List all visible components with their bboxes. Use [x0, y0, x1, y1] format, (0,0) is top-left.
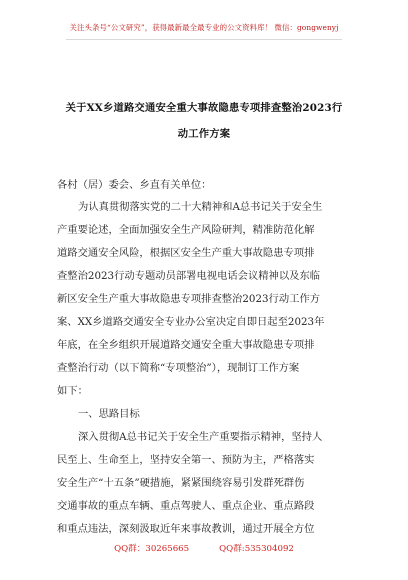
document-title-line-2: 动工作方案: [177, 128, 231, 140]
paragraph-line: 和重点违法，深刻汲取近年来事故教训，通过开展全方位: [57, 523, 315, 535]
salutation: 各村（居）委会、乡直有关单位：: [57, 179, 212, 191]
footer-qq-group-2: QQ群:535304092: [219, 544, 294, 554]
paragraph-line: 道路交通安全风险，根据区安全生产重大事故隐患专项排: [57, 247, 315, 259]
header-divider: [66, 39, 342, 40]
section-heading: 一、思路目标: [78, 408, 140, 420]
paragraph-line: 为认真贯彻落实党的二十大精神和A总书记关于安全生: [78, 201, 323, 213]
paragraph-line: 如下：: [57, 385, 88, 397]
paragraph-line: 深入贯彻A总书记关于安全生产重要指示精神，坚持人: [78, 431, 323, 443]
paragraph-line: 交通事故的重点车辆、重点驾驶人、重点企业、重点路段: [57, 500, 315, 512]
paragraph-line: 产重要论述，全面加强安全生产风险研判，精准防范化解: [57, 224, 315, 236]
paragraph-line: 案、XX乡道路交通安全专业办公室决定自即日起至2023年: [57, 316, 325, 328]
footer-qq-group-1: QQ群：30265665: [114, 544, 190, 554]
document-title-line-1: 关于XX乡道路交通安全重大事故隐患专项排查整治2023行: [65, 102, 343, 114]
paragraph-line: 查整治2023行动专题动员部署电视电话会议精神以及东临: [57, 270, 321, 282]
header-promo-note: 关注头条号“公文研究”，获得最新最全最专业的公文资料库！ 微信：gongwenyj: [69, 23, 339, 32]
paragraph-line: 年底，在全乡组织开展道路交通安全重大事故隐患专项排: [57, 339, 315, 351]
paragraph-line: 新区安全生产重大事故隐患专项排查整治2023行动工作方: [57, 293, 321, 305]
paragraph-line: 民至上、生命至上，坚持安全第一、预防为主，严格落实: [57, 454, 315, 466]
paragraph-line: 查整治行动（以下简称“专项整治”），现制订工作方案: [57, 362, 300, 374]
paragraph-line: 安全生产“十五条”硬措施，紧紧围绕容易引发群死群伤: [57, 477, 305, 489]
footer: [0, 542, 408, 554]
